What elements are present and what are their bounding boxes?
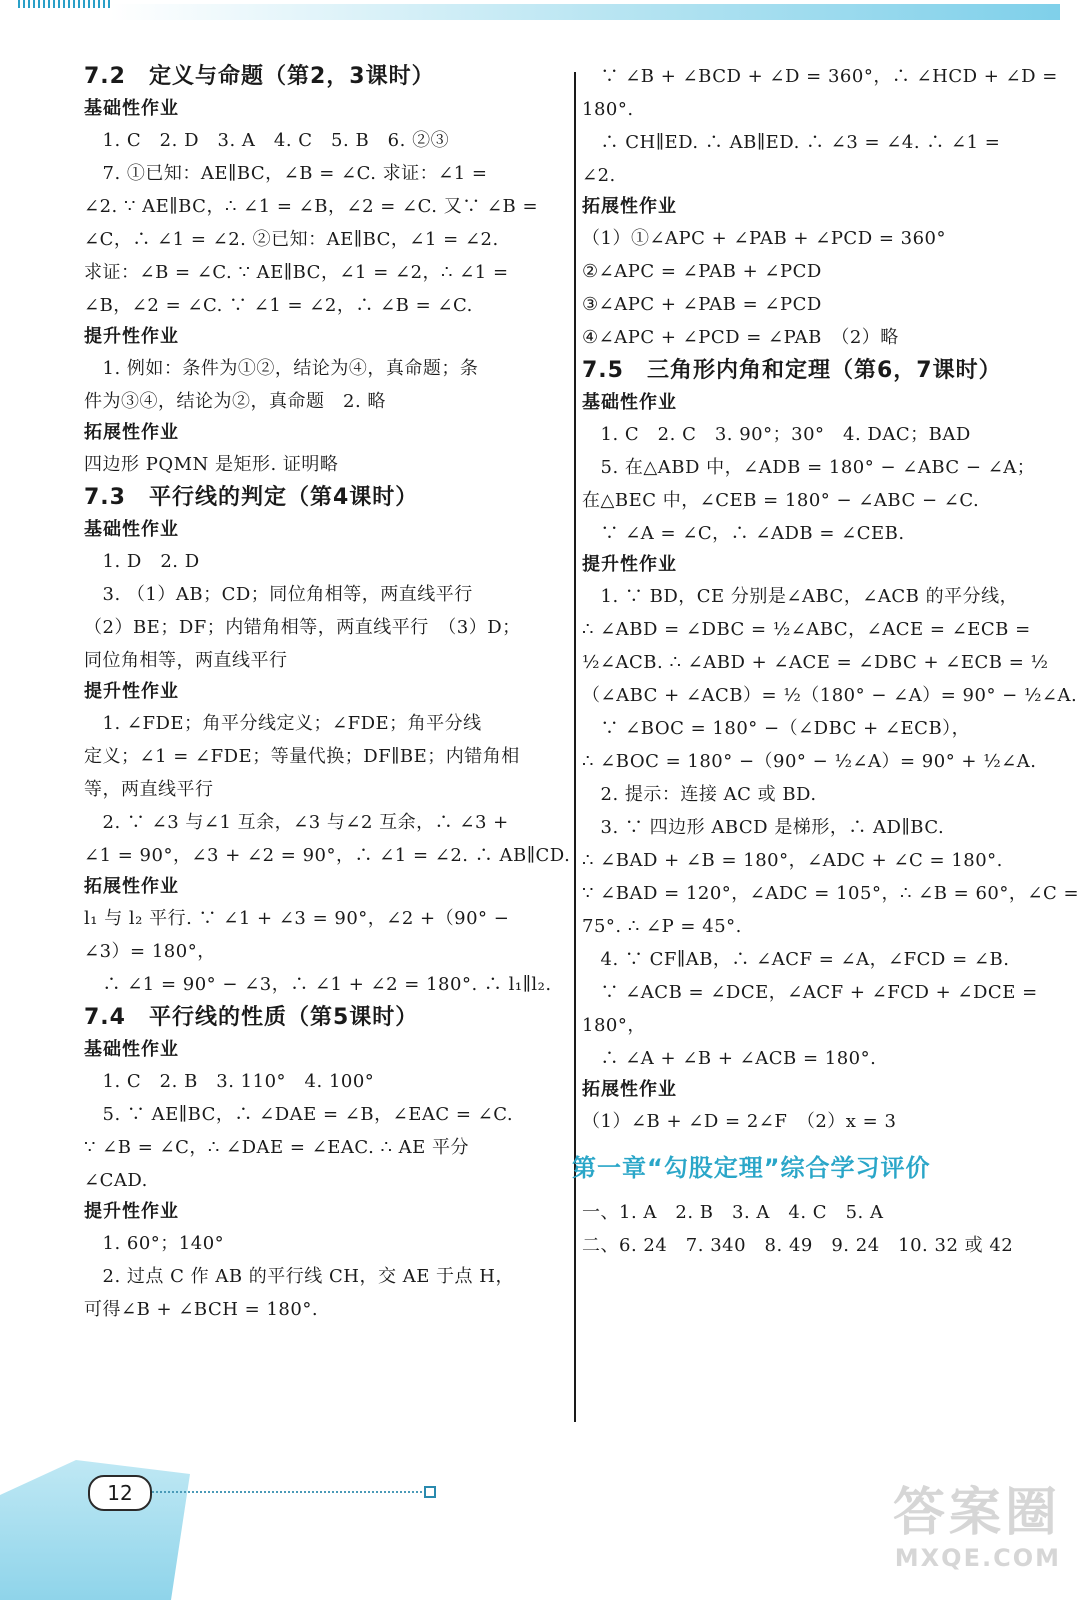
text-line: ∵ ∠BOC = 180° −（∠DBC + ∠ECB）， [582,718,971,739]
text-line: 1. C 2. D 3. A 4. C 5. B 6. ②③ [84,130,450,151]
subsection-label: 基础性作业 [84,98,179,119]
text-line: ∴ CH∥ED. ∴ AB∥ED. ∴ ∠3 = ∠4. ∴ ∠1 = [582,132,1001,153]
text-line: 1. 例如：条件为①②，结论为④，真命题；条 [84,358,479,379]
text-line: ②∠APC = ∠PAB + ∠PCD [582,261,822,282]
subsection-label: 提升性作业 [84,326,179,347]
watermark-text: 答案圈 [892,1483,1061,1543]
text-line: ∠C，∴ ∠1 = ∠2. ②已知：AE∥BC，∠1 = ∠2. [84,229,499,250]
text-line: 求证：∠B = ∠C. ∵ AE∥BC，∠1 = ∠2，∴ ∠1 = [84,262,509,283]
left-column [84,60,571,1326]
chapter-title: 第一章“勾股定理”综合学习评价 [572,1154,931,1182]
text-line: ∵ ∠BAD = 120°，∠ADC = 105°，∴ ∠B = 60°，∠C = [582,883,1080,904]
text-line: 3. （1）AB；CD；同位角相等，两直线平行 [84,584,473,605]
section-title: 7.4 平行线的性质（第5课时） [84,1005,419,1030]
text-line: ④∠APC + ∠PCD = ∠PAB （2）略 [582,327,899,348]
text-line: l₁ 与 l₂ 平行. ∵ ∠1 + ∠3 = 90°，∠2 +（90° − [84,908,510,929]
text-line: ∴ ∠BAD + ∠B = 180°，∠ADC + ∠C = 180°. [582,850,1003,871]
text-line: ∠CAD. [84,1170,148,1191]
text-line: 5. 在△ABD 中，∠ADB = 180° − ∠ABC − ∠A； [582,457,1036,478]
text-line: ∵ ∠ACB = ∠DCE，∠ACF + ∠FCD + ∠DCE = [582,982,1038,1003]
text-line: （2）BE；DF；内错角相等，两直线平行 （3）D； [84,617,521,638]
text-line: （∠ABC + ∠ACB）= ½（180° − ∠A）= 90° − ½∠A. [582,685,1078,706]
section-title: 7.2 定义与命题（第2，3课时） [84,64,435,89]
text-line: （1）①∠APC + ∠PAB + ∠PCD = 360° [582,228,947,249]
header-band [110,4,1060,20]
text-line: 件为③④，结论为②，真命题 2. 略 [84,391,386,412]
text-line: 四边形 PQMN 是矩形. 证明略 [84,454,339,475]
right-column [572,60,1080,1262]
text-line: ∵ ∠B + ∠BCD + ∠D = 360°，∴ ∠HCD + ∠D = [582,66,1058,87]
text-line: ∴ ∠A + ∠B + ∠ACB = 180°. [582,1048,877,1069]
text-line: 1. C 2. B 3. 110° 4. 100° [84,1071,375,1092]
subsection-label: 基础性作业 [582,392,677,413]
text-line: 2. 过点 C 作 AB 的平行线 CH，交 AE 于点 H， [84,1266,514,1287]
column-divider [574,72,576,1422]
text-line: ∴ ∠BOC = 180° −（90° − ½∠A）= 90° + ½∠A. [582,751,1037,772]
header-ticks [18,0,110,8]
text-line: ∵ ∠A = ∠C，∴ ∠ADB = ∠CEB. [582,523,905,544]
text-line: ∠B，∠2 = ∠C. ∵ ∠1 = ∠2，∴ ∠B = ∠C. [84,295,473,316]
subsection-label: 拓展性作业 [582,196,677,217]
page-number: 12 [88,1475,152,1511]
section-title: 7.3 平行线的判定（第4课时） [84,485,419,510]
watermark-logo [861,1483,1061,1593]
subsection-label: 提升性作业 [84,681,179,702]
text-line: 一、1. A 2. B 3. A 4. C 5. A [582,1202,884,1223]
text-line: 2. 提示：连接 AC 或 BD. [582,784,817,805]
text-line: 180°. [582,99,634,120]
text-line: 2. ∵ ∠3 与∠1 互余，∠3 与∠2 互余，∴ ∠3 + [84,812,509,833]
subsection-label: 提升性作业 [582,554,677,575]
page-footer [0,1455,1091,1600]
text-line: ½∠ACB. ∴ ∠ABD + ∠ACE = ∠DBC + ∠ECB = ½ [582,652,1049,673]
text-line: 同位角相等，两直线平行 [84,650,288,671]
text-line: 3. ∵ 四边形 ABCD 是梯形，∴ AD∥BC. [582,817,945,838]
text-line: 在△BEC 中，∠CEB = 180° − ∠ABC − ∠C. [582,490,980,511]
footer-dotted-line [152,1491,422,1493]
subsection-label: 基础性作业 [84,1039,179,1060]
text-line: 1. D 2. D [84,551,200,572]
text-line: 二、6. 24 7. 340 8. 49 9. 24 10. 32 或 42 [582,1235,1014,1256]
text-line: 4. ∵ CF∥AB，∴ ∠ACF = ∠A，∠FCD = ∠B. [582,949,1010,970]
text-line: 1. ∠FDE；角平分线定义；∠FDE；角平分线 [84,713,482,734]
text-line: 等，两直线平行 [84,779,214,800]
text-line: ∴ ∠1 = 90° − ∠3，∴ ∠1 + ∠2 = 180°. ∴ l₁∥l₂. [84,974,552,995]
text-line: 可得∠B + ∠BCH = 180°. [84,1299,319,1320]
text-line: 1. ∵ BD，CE 分别是∠ABC，∠ACB 的平分线， [582,586,1019,607]
text-line: 180°， [582,1015,646,1036]
text-line: （1）∠B + ∠D = 2∠F （2）x = 3 [582,1111,897,1132]
subsection-label: 拓展性作业 [84,422,179,443]
subsection-label: 拓展性作业 [84,876,179,897]
text-line: ∠2. [582,165,616,186]
watermark-url: MXQE.COM [894,1544,1061,1572]
text-line: ∴ ∠ABD = ∠DBC = ½∠ABC，∠ACE = ∠ECB = [582,619,1031,640]
header-decoration [0,0,1091,28]
text-line: ∠2. ∵ AE∥BC，∴ ∠1 = ∠B，∠2 = ∠C. 又∵ ∠B = [84,196,539,217]
subsection-label: 基础性作业 [84,519,179,540]
text-line: ∠3）= 180°， [84,941,216,962]
text-line: 7. ①已知：AE∥BC，∠B = ∠C. 求证：∠1 = [84,163,488,184]
text-line: 定义；∠1 = ∠FDE；等量代换；DF∥BE；内错角相 [84,746,520,767]
text-line: ∵ ∠B = ∠C，∴ ∠DAE = ∠EAC. ∴ AE 平分 [84,1137,470,1158]
text-line: ③∠APC + ∠PAB = ∠PCD [582,294,822,315]
text-line: 5. ∵ AE∥BC，∴ ∠DAE = ∠B，∠EAC = ∠C. [84,1104,514,1125]
text-line: 1. C 2. C 3. 90°；30° 4. DAC；BAD [582,424,971,445]
subsection-label: 拓展性作业 [582,1079,677,1100]
footer-square-icon [424,1486,436,1498]
text-line: 75°. ∴ ∠P = 45°. [582,916,742,937]
section-title: 7.5 三角形内角和定理（第6，7课时） [582,358,1002,383]
text-line: 1. 60°；140° [84,1233,225,1254]
text-line: ∠1 = 90°，∠3 + ∠2 = 90°，∴ ∠1 = ∠2. ∴ AB∥CD. [84,845,571,866]
subsection-label: 提升性作业 [84,1201,179,1222]
